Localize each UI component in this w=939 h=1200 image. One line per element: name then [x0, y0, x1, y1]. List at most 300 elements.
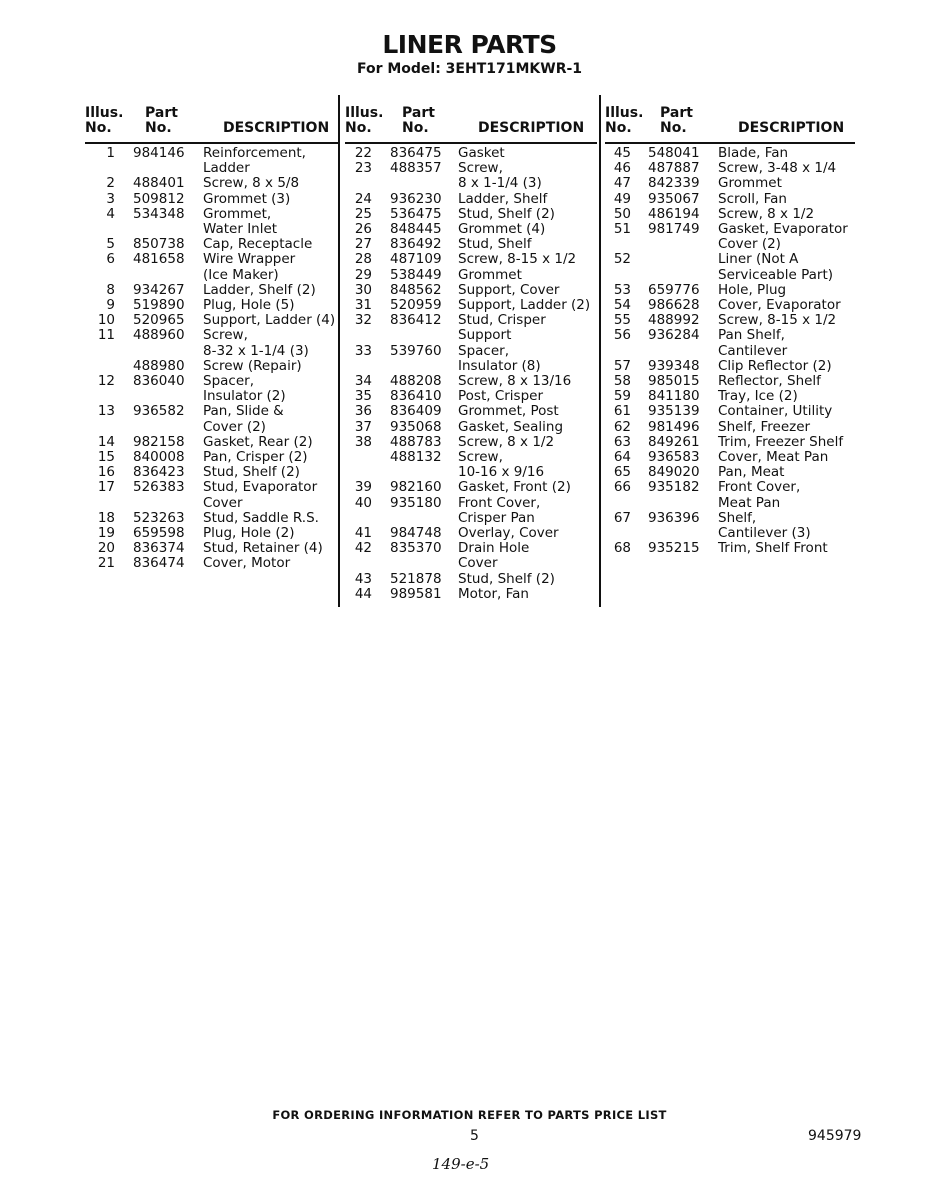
part-row	[85, 328, 338, 358]
illus-number: 55	[613, 312, 631, 329]
part-row	[605, 161, 855, 176]
illus-number: 61	[613, 403, 631, 420]
part-description	[458, 146, 505, 161]
part-description	[203, 541, 323, 556]
part-description	[203, 252, 295, 282]
part-description	[203, 465, 300, 480]
description-line: Clip Reflector (2)	[718, 357, 832, 374]
part-row	[345, 344, 597, 374]
part-description	[458, 435, 554, 450]
illus-number: 27	[354, 236, 372, 253]
part-number: 520965	[133, 312, 185, 329]
part-number: 936583	[648, 449, 700, 466]
part-description	[458, 450, 544, 480]
description-line: Cover, Evaporator	[718, 297, 841, 314]
description-line: Grommet	[458, 266, 522, 283]
part-description	[718, 313, 836, 328]
description-line: Overlay, Cover	[458, 525, 559, 542]
part-row	[345, 572, 597, 587]
part-row	[85, 298, 338, 313]
illus-number: 2	[106, 175, 115, 192]
part-number: 509812	[133, 190, 185, 207]
part-description	[718, 146, 788, 161]
illus-number: 62	[613, 418, 631, 435]
part-number: 836412	[390, 312, 442, 329]
description-line: Serviceable Part)	[718, 266, 834, 283]
part-row	[85, 374, 338, 404]
part-description	[458, 541, 529, 571]
description-line: Grommet	[718, 175, 782, 192]
description-line: Screw, 8-15 x 1/2	[718, 312, 837, 329]
part-description	[718, 176, 782, 191]
illus-number: 24	[354, 190, 372, 207]
part-number: 520959	[390, 297, 442, 314]
part-description	[203, 511, 319, 526]
part-number: 519890	[133, 297, 185, 314]
description-line: Cover (2)	[718, 236, 781, 253]
part-row	[85, 192, 338, 207]
description-line: Grommet,	[203, 205, 272, 222]
illus-number: 44	[354, 585, 372, 602]
part-number: 840008	[133, 449, 185, 466]
illus-number: 26	[354, 221, 372, 238]
part-number: 487109	[390, 251, 442, 268]
part-number: 534348	[133, 205, 185, 222]
part-number: 538449	[390, 266, 442, 283]
illus-number: 13	[97, 403, 115, 420]
part-row	[85, 541, 338, 556]
part-number: 523263	[133, 509, 185, 526]
part-description	[458, 313, 546, 343]
part-number: 935180	[390, 494, 442, 511]
part-description	[203, 435, 313, 450]
model-subtitle: For Model: 3EHT171MKWR-1	[356, 61, 583, 77]
part-row	[605, 404, 855, 419]
description-line: 8 x 1-1/4 (3)	[458, 175, 542, 192]
illus-number: 14	[97, 433, 115, 450]
column-header	[85, 106, 338, 144]
illus-number: 52	[613, 251, 631, 268]
illus-number: 20	[97, 540, 115, 557]
description-line: Support	[458, 327, 512, 344]
part-description	[458, 389, 543, 404]
part-description	[203, 207, 277, 237]
part-row	[345, 283, 597, 298]
part-row	[345, 587, 597, 602]
illus-number: 66	[613, 479, 631, 496]
part-description	[718, 465, 784, 480]
part-row	[85, 435, 338, 450]
part-number: 984748	[390, 525, 442, 542]
part-row	[605, 511, 855, 541]
illus-number: 49	[613, 190, 631, 207]
description-line: Liner (Not A	[718, 251, 799, 268]
part-row	[85, 404, 338, 434]
description-line: Screw (Repair)	[203, 357, 302, 374]
description-line: Screw,	[203, 327, 248, 344]
part-number: 936284	[648, 327, 700, 344]
part-description	[458, 480, 571, 495]
part-row	[345, 450, 597, 480]
column-header	[605, 106, 855, 144]
part-row	[85, 176, 338, 191]
part-row	[345, 207, 597, 222]
description-line: Meat Pan	[718, 494, 781, 511]
description-line: Cover	[203, 494, 243, 511]
part-description	[203, 328, 309, 358]
description-line: Drain Hole	[458, 540, 530, 557]
part-description	[458, 344, 541, 374]
illus-number: 40	[354, 494, 372, 511]
part-number: 936230	[390, 190, 442, 207]
description-line: Cover	[458, 555, 498, 572]
description-line: Stud, Shelf (2)	[458, 205, 555, 222]
description-line: Stud, Saddle R.S.	[203, 509, 319, 526]
part-number: 488132	[390, 449, 442, 466]
part-row	[85, 480, 338, 510]
part-number: 548041	[648, 145, 700, 161]
description-line: 10-16 x 9/16	[458, 464, 545, 481]
part-number: 849020	[648, 464, 700, 481]
description-line: Plug, Hole (2)	[203, 525, 295, 542]
part-description	[458, 496, 540, 526]
part-row	[605, 176, 855, 191]
illus-number: 65	[613, 464, 631, 481]
part-description	[718, 420, 810, 435]
part-number: 935182	[648, 479, 700, 496]
handwritten-note: 149-e-5	[432, 1155, 490, 1173]
part-description	[718, 359, 832, 374]
part-row	[345, 146, 597, 161]
part-description	[718, 252, 833, 282]
part-description	[203, 283, 316, 298]
part-row	[605, 328, 855, 358]
part-row	[345, 389, 597, 404]
illus-number: 28	[354, 251, 372, 268]
description-line: Pan, Slide &	[203, 403, 284, 420]
illus-number	[85, 359, 115, 374]
part-number: 849261	[648, 433, 700, 450]
part-row	[345, 404, 597, 419]
part-number: 982160	[390, 479, 442, 496]
description-line: Support, Cover	[458, 281, 560, 298]
description-line: Trim, Shelf Front	[718, 540, 828, 557]
description-line: Insulator (2)	[203, 388, 286, 405]
part-number: 985015	[648, 373, 700, 390]
illus-number: 15	[97, 449, 115, 466]
part-description	[718, 374, 821, 389]
illus-number: 12	[97, 373, 115, 390]
part-description	[718, 222, 848, 252]
illus-number: 33	[354, 342, 372, 359]
part-row	[345, 222, 597, 237]
part-number: 488992	[648, 312, 700, 329]
part-row	[345, 496, 597, 526]
illus-number	[345, 450, 372, 480]
part-number: 488401	[133, 175, 185, 192]
part-description	[718, 541, 828, 556]
part-number: 836492	[390, 236, 442, 253]
part-number: 488960	[133, 327, 185, 344]
description-line: Post, Crisper	[458, 388, 544, 405]
part-row	[605, 420, 855, 435]
part-number: 842339	[648, 175, 700, 192]
description-line: Shelf, Freezer	[718, 418, 811, 435]
description-line: Scroll, Fan	[718, 190, 787, 207]
illus-number: 32	[354, 312, 372, 329]
part-description	[203, 298, 294, 313]
illus-number: 45	[613, 145, 631, 161]
description-line: Stud, Shelf (2)	[203, 464, 300, 481]
description-line: Gasket, Sealing	[458, 418, 564, 435]
part-number: 981496	[648, 418, 700, 435]
part-number: 935215	[648, 540, 700, 557]
part-number: 936396	[648, 509, 700, 526]
part-row	[345, 237, 597, 252]
part-description	[203, 556, 290, 571]
illus-number: 50	[613, 205, 631, 222]
part-number: 836474	[133, 555, 185, 572]
illus-number: 68	[613, 540, 631, 557]
part-number: 939348	[648, 357, 700, 374]
part-number: 835370	[390, 540, 442, 557]
part-number: 984146	[133, 145, 185, 161]
part-row	[345, 161, 597, 191]
part-row	[345, 374, 597, 389]
description-line: Shelf,	[718, 509, 757, 526]
part-row	[85, 313, 338, 328]
part-number: 659598	[133, 525, 185, 542]
part-number: 982158	[133, 433, 185, 450]
part-description	[458, 222, 545, 237]
part-description	[203, 192, 290, 207]
header-part-no: No.	[145, 120, 172, 136]
part-row	[605, 313, 855, 328]
part-description	[718, 161, 836, 176]
description-line: Spacer,	[203, 373, 254, 390]
description-line: Stud, Shelf (2)	[458, 570, 555, 587]
header-illus-no: No.	[605, 120, 632, 136]
illus-number: 8	[106, 281, 115, 298]
illus-number: 11	[97, 327, 115, 344]
description-line: Trim, Freezer Shelf	[718, 433, 844, 450]
illus-number: 57	[613, 357, 631, 374]
part-row	[605, 283, 855, 298]
illus-number: 38	[354, 433, 372, 450]
illus-number: 16	[97, 464, 115, 481]
description-line: Screw, 8 x 5/8	[203, 175, 300, 192]
header-illus: Illus.	[85, 105, 124, 121]
description-line: Cover, Meat Pan	[718, 449, 829, 466]
illus-number: 63	[613, 433, 631, 450]
part-description	[458, 268, 522, 283]
description-line: Stud, Evaporator	[203, 479, 318, 496]
part-description	[458, 526, 559, 541]
description-line: Screw, 8 x 13/16	[458, 373, 572, 390]
part-description	[458, 237, 532, 252]
part-description	[718, 480, 800, 510]
illus-number: 36	[354, 403, 372, 420]
part-number	[648, 252, 718, 282]
header-description: DESCRIPTION	[223, 120, 330, 136]
part-description	[203, 450, 308, 465]
header-description: DESCRIPTION	[478, 120, 585, 136]
part-description	[718, 404, 832, 419]
part-number: 989581	[390, 585, 442, 602]
description-line: Front Cover,	[458, 494, 541, 511]
description-line: Cantilever	[718, 342, 788, 359]
part-description	[458, 207, 555, 222]
illus-number: 41	[354, 525, 372, 542]
part-description	[458, 161, 542, 191]
part-description	[203, 313, 335, 328]
part-row	[605, 222, 855, 252]
illus-number: 59	[613, 388, 631, 405]
description-line: Screw,	[458, 449, 503, 466]
description-line: Blade, Fan	[718, 145, 789, 161]
description-line: Screw, 8 x 1/2	[718, 205, 815, 222]
part-row	[605, 207, 855, 222]
description-line: (Ice Maker)	[203, 266, 279, 283]
illus-number: 21	[97, 555, 115, 572]
description-line: Cover, Motor	[203, 555, 291, 572]
illus-number: 19	[97, 525, 115, 542]
description-line: Front Cover,	[718, 479, 801, 496]
part-row	[85, 556, 338, 571]
part-description	[718, 207, 814, 222]
description-line: Stud, Crisper	[458, 312, 546, 329]
illus-number: 64	[613, 449, 631, 466]
part-number: 848445	[390, 221, 442, 238]
illus-number: 29	[354, 266, 372, 283]
part-number: 841180	[648, 388, 700, 405]
part-row	[605, 252, 855, 282]
part-number: 936582	[133, 403, 185, 420]
part-description	[203, 237, 312, 252]
part-row	[345, 192, 597, 207]
part-number: 836475	[390, 145, 442, 161]
illus-number: 53	[613, 281, 631, 298]
part-number: 848562	[390, 281, 442, 298]
part-row	[605, 374, 855, 389]
part-description	[458, 572, 555, 587]
description-line: Screw, 8 x 1/2	[458, 433, 555, 450]
part-description	[203, 404, 284, 434]
illus-number: 9	[106, 297, 115, 314]
description-line: Motor, Fan	[458, 585, 529, 602]
description-line: Stud, Shelf	[458, 236, 532, 253]
part-row	[605, 480, 855, 510]
illus-number: 34	[354, 373, 372, 390]
part-description	[203, 176, 299, 191]
header-illus-no: No.	[85, 120, 112, 136]
part-description	[203, 359, 302, 374]
part-description	[203, 374, 286, 404]
description-line: Support, Ladder (4)	[203, 312, 336, 329]
description-line: Water Inlet	[203, 221, 278, 238]
part-number: 539760	[390, 342, 442, 359]
part-number: 488208	[390, 373, 442, 390]
part-row	[85, 465, 338, 480]
description-line: Crisper Pan	[458, 509, 535, 526]
part-row	[605, 359, 855, 374]
document-number: 945979	[808, 1128, 862, 1144]
part-number: 986628	[648, 297, 700, 314]
description-line: Plug, Hole (5)	[203, 297, 295, 314]
illus-number: 1	[106, 145, 115, 161]
description-line: Reflector, Shelf	[718, 373, 821, 390]
part-row	[605, 389, 855, 404]
illus-number: 47	[613, 175, 631, 192]
part-description	[458, 587, 529, 602]
description-line: Tray, Ice (2)	[718, 388, 798, 405]
part-row	[345, 526, 597, 541]
description-line: Ladder, Shelf	[458, 190, 548, 207]
column-divider	[338, 95, 340, 607]
parts-column-1	[85, 106, 338, 572]
part-row	[85, 359, 338, 374]
page-number: 5	[470, 1128, 479, 1144]
part-description	[718, 511, 811, 541]
illus-number: 5	[106, 236, 115, 253]
part-number: 486194	[648, 205, 700, 222]
illus-number: 37	[354, 418, 372, 435]
description-line: Ladder	[203, 160, 250, 177]
parts-column-2	[345, 106, 597, 602]
part-row	[345, 313, 597, 343]
part-row	[85, 283, 338, 298]
description-line: Support, Ladder (2)	[458, 297, 591, 314]
part-row	[605, 435, 855, 450]
illus-number: 18	[97, 509, 115, 526]
part-row	[85, 146, 338, 176]
part-number: 935067	[648, 190, 700, 207]
description-line: Gasket, Rear (2)	[203, 433, 313, 450]
header-illus: Illus.	[345, 105, 384, 121]
part-number: 488357	[390, 160, 442, 177]
part-row	[605, 541, 855, 556]
description-line: Insulator (8)	[458, 357, 541, 374]
column-divider	[599, 95, 601, 607]
description-line: Gasket	[458, 145, 505, 161]
description-line: Stud, Retainer (4)	[203, 540, 323, 557]
part-description	[458, 420, 563, 435]
description-line: Screw, 8-15 x 1/2	[458, 251, 577, 268]
part-row	[85, 237, 338, 252]
part-description	[458, 252, 576, 267]
illus-number: 31	[354, 297, 372, 314]
header-part-no: No.	[402, 120, 429, 136]
part-description	[458, 374, 571, 389]
illus-number: 3	[106, 190, 115, 207]
description-line: Screw,	[458, 160, 503, 177]
part-description	[718, 192, 787, 207]
part-row	[605, 298, 855, 313]
part-description	[718, 328, 787, 358]
part-description	[203, 526, 294, 541]
illus-number: 39	[354, 479, 372, 496]
part-row	[345, 268, 597, 283]
description-line: Screw, 3-48 x 1/4	[718, 160, 837, 177]
part-row	[605, 192, 855, 207]
part-row	[605, 465, 855, 480]
illus-number: 6	[106, 251, 115, 268]
part-row	[85, 450, 338, 465]
description-line: Ladder, Shelf (2)	[203, 281, 316, 298]
description-line: Wire Wrapper	[203, 251, 296, 268]
part-row	[85, 511, 338, 526]
header-illus: Illus.	[605, 105, 644, 121]
